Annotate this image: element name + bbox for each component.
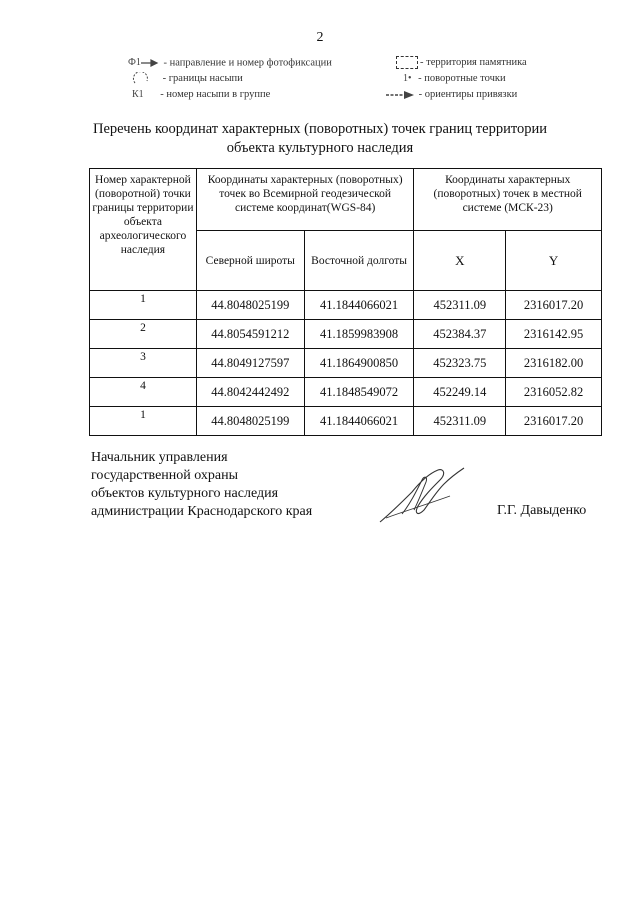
handwritten-signature	[372, 462, 467, 532]
header-msk23: Координаты характерных (поворотных) точек в местной системе (МСК-23)	[414, 169, 602, 231]
y-cell: 2316052.82	[506, 378, 602, 407]
header-point-number: Номер характерной (поворотной) точки границы территории объекта археологического наследия	[90, 169, 197, 291]
mound-border-icon	[132, 72, 150, 86]
subheader-x: X	[414, 231, 506, 291]
legend-mound-border-text: - границы насыпи	[162, 73, 243, 85]
legend-mound-number-text: - номер насыпи в группе	[160, 89, 271, 101]
legend-item-mound-border	[132, 72, 243, 86]
legend-item-landmark	[386, 88, 517, 102]
title-line-1: Перечень координат характерных (поворотных) точек границ территории	[92, 121, 548, 137]
latitude-cell: 44.8048025199	[196, 291, 304, 320]
longitude-cell: 41.1864900850	[304, 349, 414, 378]
title-line-2: объекта культурного наследия	[226, 140, 414, 156]
landmark-arrow-icon	[386, 90, 416, 100]
longitude-cell: 41.1859983908	[304, 320, 414, 349]
map-legend	[128, 56, 568, 108]
point-number-cell: 1	[90, 407, 197, 436]
coordinates-table	[89, 168, 602, 436]
x-cell: 452384.37	[414, 320, 506, 349]
table-row	[90, 378, 602, 407]
header-wgs84: Координаты характерных (поворотных) точек во Всемирной геодезической системе координат(WGS-84)	[196, 169, 414, 231]
mound-number-symbol: К1	[132, 89, 144, 100]
latitude-cell: 44.8054591212	[196, 320, 304, 349]
legend-photo-text: - направление и номер фотофиксации	[163, 57, 332, 69]
y-cell: 2316017.20	[506, 291, 602, 320]
photo-direction-icon: Ф1	[128, 56, 161, 70]
point-number-cell: 2	[90, 320, 197, 349]
table-row	[90, 291, 602, 320]
position-line-3: объектов культурного наследия	[91, 486, 279, 501]
legend-item-photo	[128, 56, 332, 70]
signatory-position	[91, 449, 312, 521]
table-row	[90, 407, 602, 436]
point-number-cell: 4	[90, 378, 197, 407]
legend-item-turn-points	[403, 72, 506, 86]
position-line-2: государственной охраны	[91, 468, 239, 483]
position-line-4: администрации Краснодарского края	[91, 504, 313, 519]
turn-point-icon: 1•	[403, 73, 412, 84]
legend-item-territory	[396, 56, 527, 70]
legend-item-mound-number	[132, 88, 270, 102]
longitude-cell: 41.1844066021	[304, 291, 414, 320]
page-number: 2	[316, 30, 324, 45]
latitude-cell: 44.8049127597	[196, 349, 304, 378]
latitude-cell: 44.8048025199	[196, 407, 304, 436]
table-row	[90, 349, 602, 378]
x-cell: 452311.09	[414, 407, 506, 436]
subheader-north-latitude: Северной широты	[196, 231, 304, 291]
subheader-east-longitude: Восточной долготы	[304, 231, 414, 291]
x-cell: 452249.14	[414, 378, 506, 407]
longitude-cell: 41.1848549072	[304, 378, 414, 407]
latitude-cell: 44.8042442492	[196, 378, 304, 407]
subheader-y: Y	[506, 231, 602, 291]
legend-landmark-text: - ориентиры привязки	[418, 89, 518, 100]
document-title	[60, 120, 580, 158]
longitude-cell: 41.1844066021	[304, 407, 414, 436]
table-row	[90, 320, 602, 349]
legend-territory-text: - территория памятника	[420, 57, 527, 68]
point-number-cell: 3	[90, 349, 197, 378]
signatory-name: Г.Г. Давыденко	[497, 503, 587, 518]
territory-boundary-icon	[396, 56, 418, 69]
x-cell: 452311.09	[414, 291, 506, 320]
x-cell: 452323.75	[414, 349, 506, 378]
legend-turn-points-text: - поворотные точки	[418, 73, 506, 85]
y-cell: 2316017.20	[506, 407, 602, 436]
position-line-1: Начальник управления	[91, 450, 228, 465]
y-cell: 2316182.00	[506, 349, 602, 378]
y-cell: 2316142.95	[506, 320, 602, 349]
point-number-cell: 1	[90, 291, 197, 320]
